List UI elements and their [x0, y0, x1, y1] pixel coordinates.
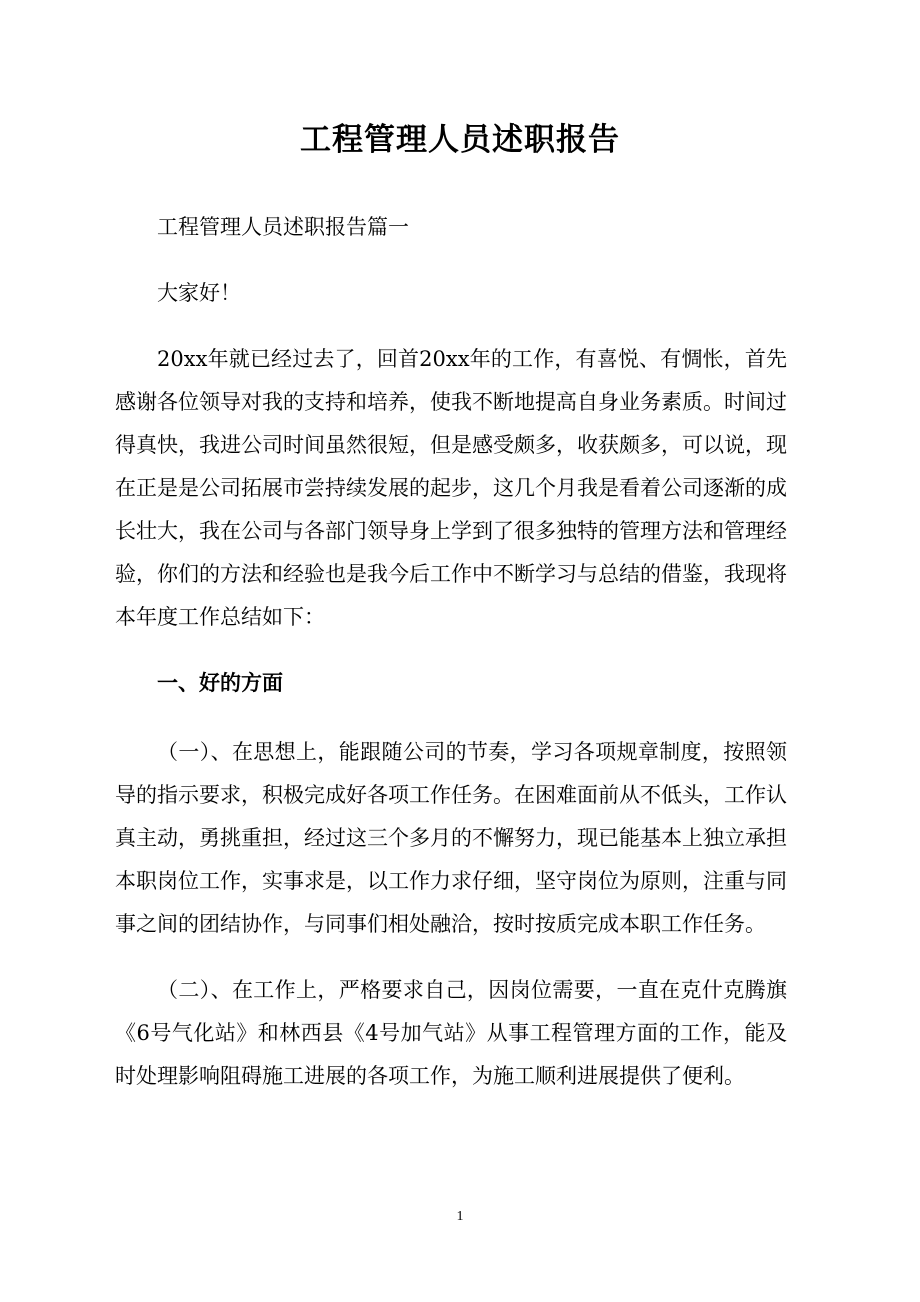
intro-paragraph: 20xx年就已经过去了，回首20xx年的工作，有喜悦、有惆怅，首先感谢各位领导对我的支持和培养，使我不断地提高自身业务素质。时间过得真快，我进公司时间虽然很短，但是感受颇多，收获颇多，可以说，现在正是是公司拓展市尝持续发展的起步，这几个月我是看着公司逐渐的成长壮大，我在公司与各部门领导身上学到了很多独特的管理方法和管理经验，你们的方法和经验也是我今后工作中不断学习与总结的借鉴，我现将本年度工作总结如下：: [115, 347, 787, 629]
document-subtitle: 工程管理人员述职报告篇一: [157, 215, 409, 239]
document-title: 工程管理人员述职报告: [300, 122, 620, 158]
section-heading: 一、好的方面: [157, 671, 283, 695]
greeting: 大家好！: [157, 281, 241, 305]
page-number: 1: [456, 1209, 464, 1224]
document-body: [115, 206, 787, 1121]
paragraph-2: （二）、在工作上，严格要求自己，因岗位需要，一直在克什克腾旗《6号气化站》和林西县《4号加气站》从事工程管理方面的工作，能及时处理影响阻碍施工进展的各项工作，为施工顺利进展提供了便利。: [115, 978, 787, 1088]
paragraph-1: （一）、在思想上，能跟随公司的节奏，学习各项规章制度，按照领导的指示要求，积极完成好各项工作任务。在困难面前从不低头，工作认真主动，勇挑重担，经过这三个多月的不懈努力，现已能基本上独立承担本职岗位工作，实事求是，以工作力求仔细，坚守岗位为原则，注重与同事之间的团结协作，与同事们相处融洽，按时按质完成本职工作任务。: [115, 740, 787, 936]
